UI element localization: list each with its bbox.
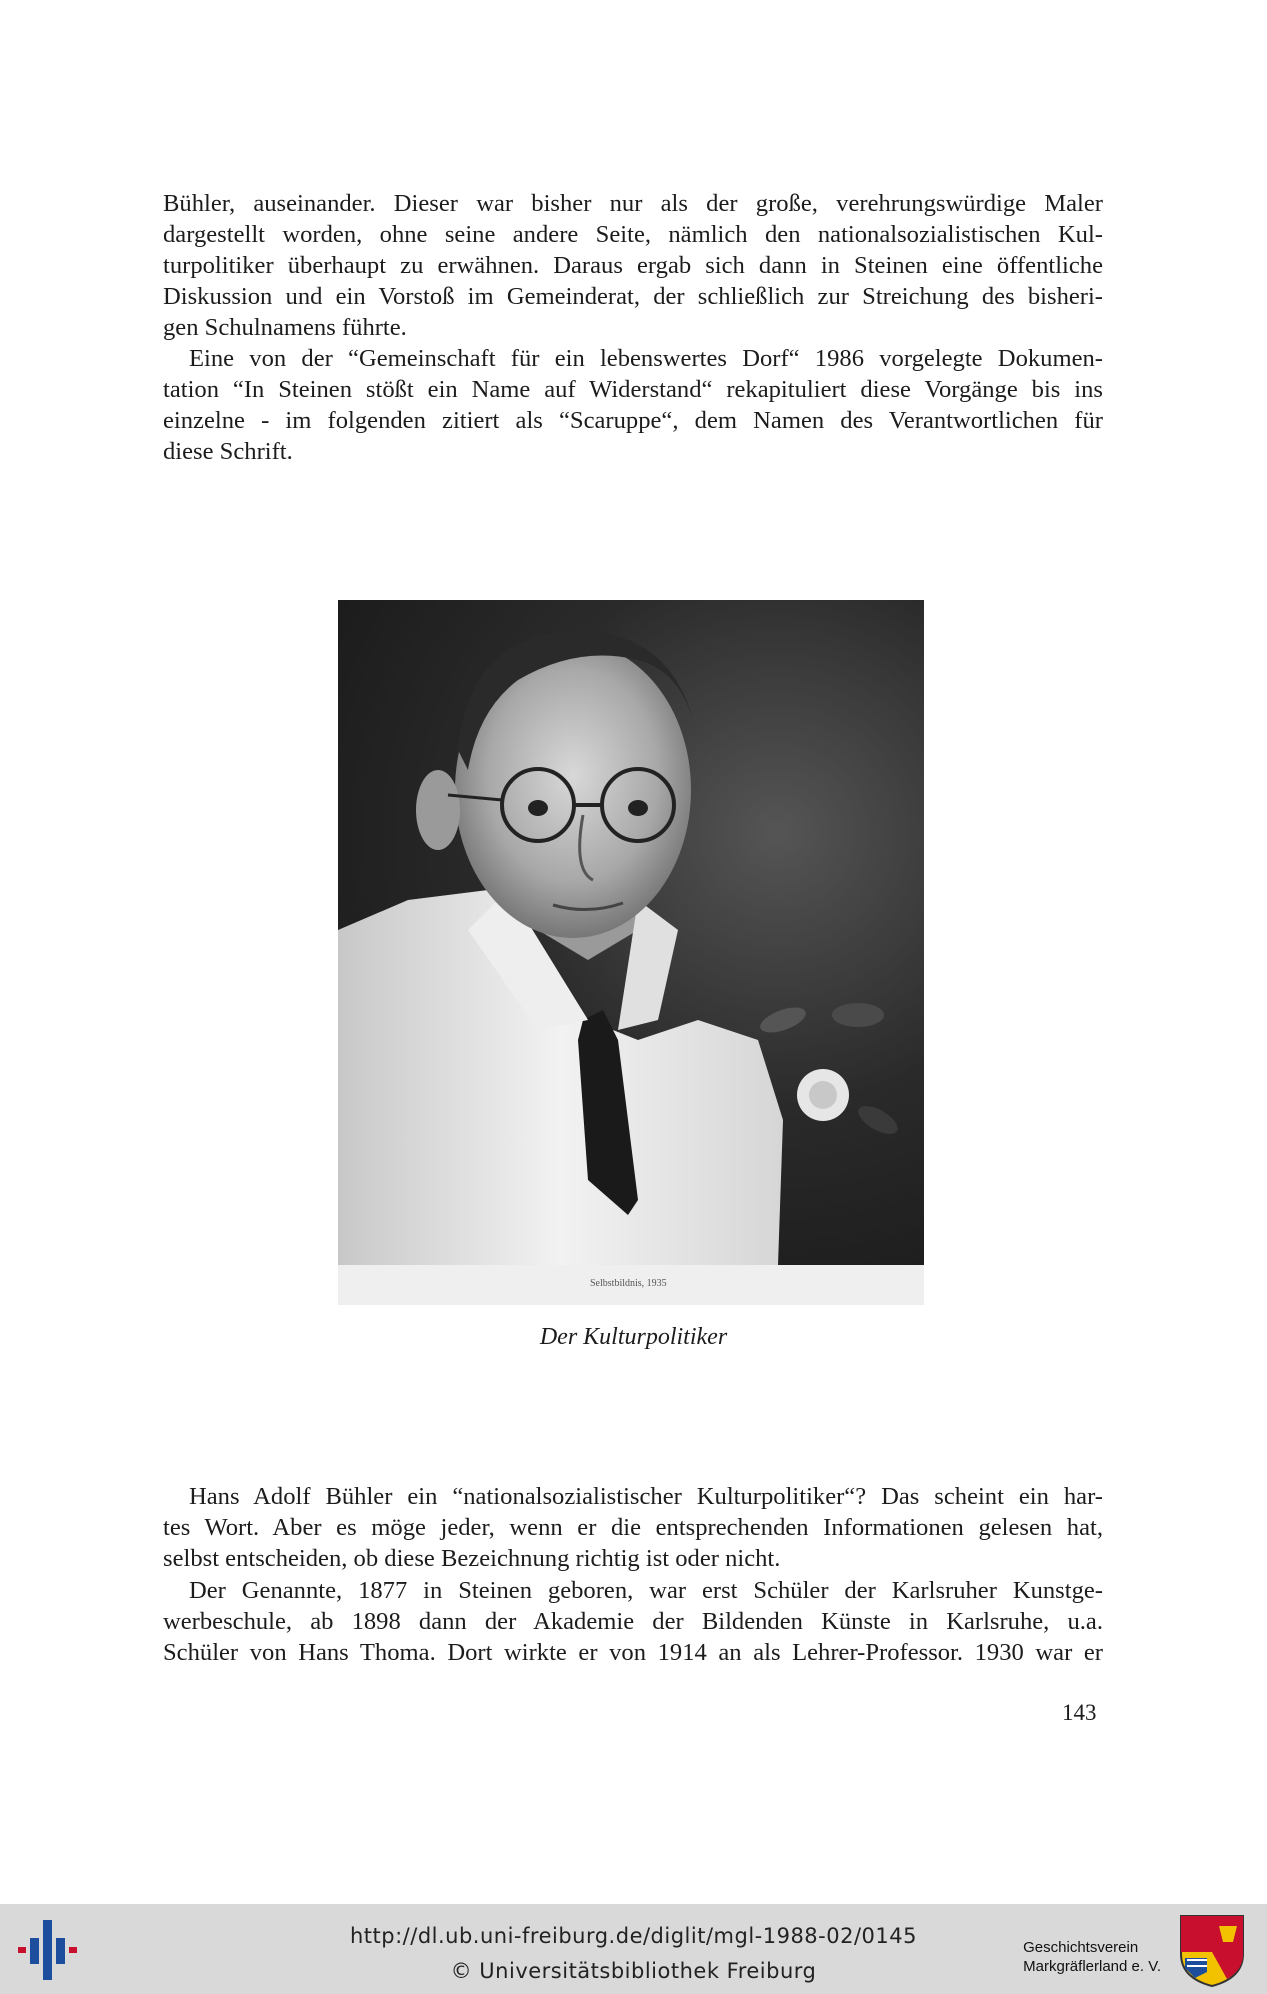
page-number: 143 [1062,1700,1097,1725]
paragraph-biography [163,1575,1103,1668]
text-line: einzelne - im folgenden zitiert als “Scaruppe“, dem Namen des Verantwortlichen für [163,407,1103,434]
text-line: dargestellt worden, ohne seine andere Seite, nämlich den nationalsozialistischen Kul- [163,221,1103,248]
paragraph-question [163,1481,1103,1574]
paragraph-documentation [163,343,1103,467]
text-line: Hans Adolf Bühler ein “nationalsozialistischer Kulturpolitiker“? Das scheint ein har- [189,1483,1103,1510]
society-name [1023,1938,1161,1976]
coat-of-arms-icon [1177,1912,1247,1988]
text-line: Der Genannte, 1877 in Steinen geboren, war erst Schüler der Karlsruher Kunstge- [189,1577,1103,1604]
photo-inscription: Selbstbildnis, 1935 [590,1278,667,1289]
portrait-photo [338,600,924,1265]
text-line: turpolitiker überhaupt zu erwähnen. Daraus ergab sich dann in Steinen eine öffentliche [163,252,1103,279]
text-line: Eine von der “Gemeinschaft für ein lebenswertes Dorf“ 1986 vorgelegte Dokumen- [189,345,1103,372]
text-line: tation “In Steinen stößt ein Name auf Widerstand“ rekapituliert diese Vorgänge bis ins [163,376,1103,403]
society-name-line2: Markgräflerland e. V. [1023,1958,1161,1975]
text-line: Bühler, auseinander. Dieser war bisher nur als der große, verehrungswürdige Maler [163,190,1103,217]
text-line: gen Schulnamens führte. [163,314,407,341]
copyright-notice: © Universitätsbibliothek Freiburg [450,1959,817,1983]
text-line: werbeschule, ab 1898 dann der Akademie der Bildenden Künste in Karlsruhe, u.a. [163,1608,1103,1635]
text-line: diese Schrift. [163,438,293,465]
text-line: selbst entscheiden, ob diese Bezeichnung richtig ist oder nicht. [163,1545,781,1572]
society-name-line1: Geschichtsverein [1023,1939,1139,1956]
document-url-link[interactable]: http://dl.ub.uni-freiburg.de/diglit/mgl-1988-02/0145 [349,1924,917,1948]
figure-caption: Der Kulturpolitiker [539,1324,728,1350]
footer-bar [0,1904,1267,1994]
paragraph-intro [163,188,1103,343]
text-line: Schüler von Hans Thoma. Dort wirkte er von 1914 an als Lehrer-Professor. 1930 war er [163,1639,1103,1666]
text-line: Diskussion und ein Vorstoß im Gemeinderat, der schließlich zur Streichung des bisheri- [163,283,1103,310]
text-line: tes Wort. Aber es möge jeder, wenn er die entsprechenden Informationen gelesen hat, [163,1514,1103,1541]
self-portrait-illustration [338,600,924,1265]
